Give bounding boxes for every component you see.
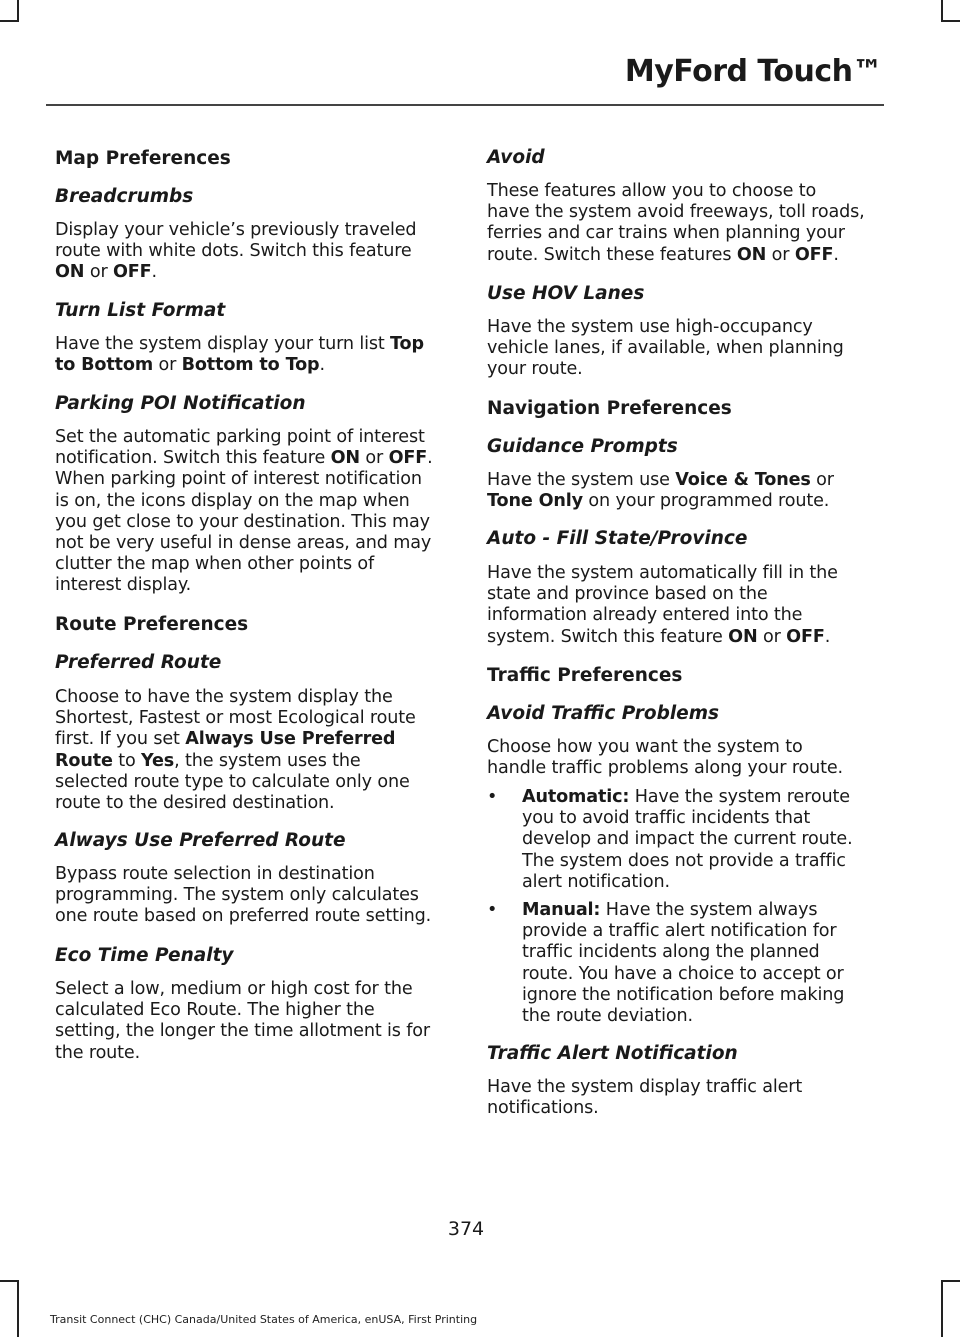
auto-fill-text: Have the system automatically fill in the state and province based on the information already entered into the system. Switch this feature ON or OFF. (487, 563, 838, 647)
subheading-guidance-prompts: Guidance Prompts (487, 436, 678, 457)
bullet-dot: • (487, 787, 498, 807)
crop-mark (941, 1280, 943, 1337)
subheading-auto-fill: Auto - Fill State/Province (487, 528, 748, 549)
page-header-title: MyFord Touch™ (624, 54, 882, 89)
crop-mark (941, 0, 943, 22)
eco-time-penalty-text: Select a low, medium or high cost for the calculated Eco Route. The higher the setting, the longer the time allotment is for the route. (55, 979, 430, 1063)
footer-edition-text: Transit Connect (CHC) Canada/United States of America, enUSA, First Printing (50, 1313, 478, 1326)
subheading-eco-time-penalty: Eco Time Penalty (55, 945, 234, 966)
section-heading-map-preferences: Map Preferences (55, 148, 231, 169)
section-heading-traffic-preferences: Traffic Preferences (487, 665, 683, 686)
parking-poi-text: Set the automatic parking point of interest notification. Switch this feature ON or OFF. When parking point of interest notification is on, the icons display on the map when you get close to your destination. This may not be very useful in dense areas, and may clutter the map when other points of interest display. (55, 427, 433, 596)
bullet-dot: • (487, 900, 498, 920)
crop-mark (0, 1280, 19, 1282)
subheading-use-hov-lanes: Use HOV Lanes (487, 283, 645, 304)
breadcrumbs-text: Display your vehicle’s previously traveled route with white dots. Switch this feature ON or OFF. (55, 220, 417, 283)
crop-mark (17, 1280, 19, 1337)
crop-mark (941, 1280, 960, 1282)
crop-mark (0, 20, 19, 22)
avoid-text: These features allow you to choose to have the system avoid freeways, toll roads, ferries and car trains when planning your route. Switch these features ON or OFF. (487, 181, 865, 265)
hov-text: Have the system use high-occupancy vehicle lanes, if available, when planning your route. (487, 317, 844, 380)
subheading-turn-list-format: Turn List Format (55, 300, 226, 321)
subheading-avoid: Avoid (487, 147, 545, 168)
avoid-traffic-text: Choose how you want the system to handle traffic problems along your route. (487, 737, 843, 779)
crop-mark (941, 20, 960, 22)
turn-list-text: Have the system display your turn list Top to Bottom or Bottom to Top. (55, 334, 424, 376)
always-use-text: Bypass route selection in destination programming. The system only calculates one route based on preferred route setting. (55, 864, 432, 927)
crop-mark (17, 0, 19, 22)
subheading-always-use-preferred-route: Always Use Preferred Route (55, 830, 346, 851)
page-number: 374 (447, 1218, 485, 1240)
section-heading-route-preferences: Route Preferences (55, 614, 249, 635)
subheading-parking-poi: Parking POI Notification (55, 393, 306, 414)
subheading-preferred-route: Preferred Route (55, 652, 222, 673)
section-heading-navigation-preferences: Navigation Preferences (487, 398, 732, 419)
subheading-avoid-traffic-problems: Avoid Traffic Problems (487, 703, 719, 724)
traffic-alert-text: Have the system display traffic alert notifications. (487, 1077, 803, 1119)
preferred-route-text: Choose to have the system display the Shortest, Fastest or most Ecological route first. If you set Always Use Preferred Route to Yes, the system uses the selected route type to calculate only one route to the desired destination. (55, 687, 416, 814)
subheading-traffic-alert-notification: Traffic Alert Notification (487, 1043, 738, 1064)
subheading-breadcrumbs: Breadcrumbs (55, 186, 194, 207)
header-divider (46, 104, 884, 106)
guidance-text: Have the system use Voice & Tones or Tone Only on your programmed route. (487, 470, 834, 512)
